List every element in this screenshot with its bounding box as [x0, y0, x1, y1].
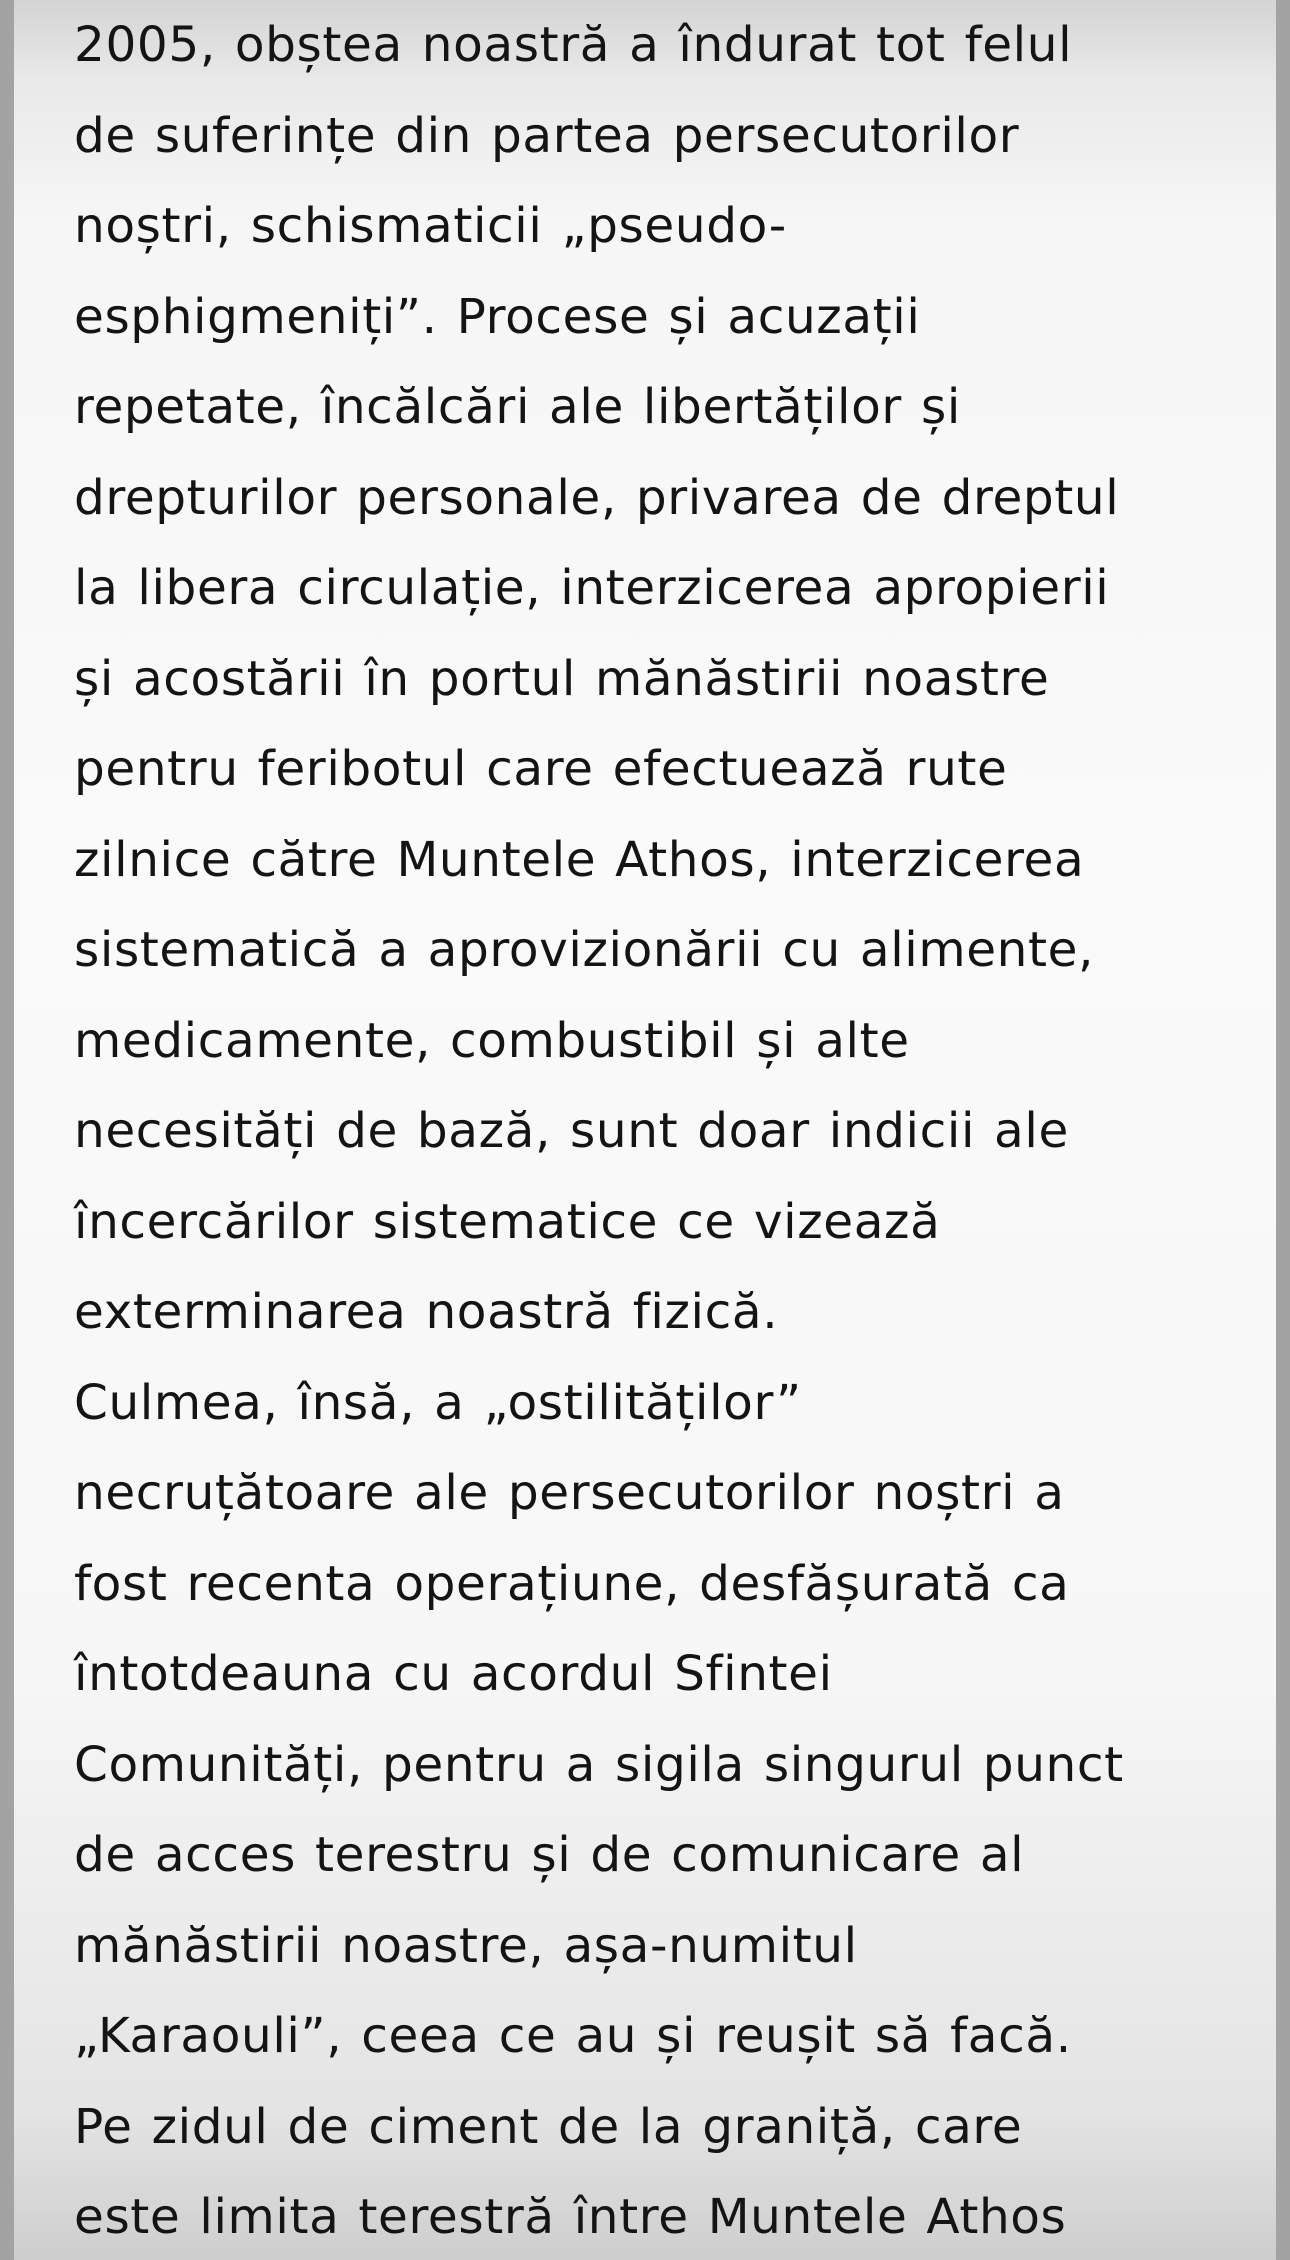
- text-line-18: fost recenta operațiune, desfășurată ca: [74, 1555, 1070, 1612]
- text-line-14: încercărilor sistematice ce vizează: [74, 1193, 941, 1250]
- text-line-22: mănăstirii noastre, așa-numitul: [74, 1917, 858, 1974]
- text-line-12: medicamente, combustibil și alte: [74, 1012, 910, 1069]
- text-line-25: este limita terestră între Muntele Athos: [74, 2189, 1067, 2245]
- text-line-10: zilnice către Muntele Athos, interzicerea: [74, 831, 1085, 888]
- text-line-3: noștri, schismaticii „pseudo-: [74, 198, 787, 254]
- text-line-11: sistematică a aprovizionării cu alimente,: [74, 922, 1095, 978]
- text-line-9: pentru feribotul care efectuează rute: [74, 741, 1008, 797]
- text-line-15: exterminarea noastră fizică.: [74, 1284, 779, 1340]
- text-line-4: esphigmeniți”. Procese și acuzații: [74, 288, 921, 345]
- text-line-8: și acostării în portul mănăstirii noastre: [74, 650, 1050, 707]
- text-line-24: Pe zidul de ciment de la graniță, care: [74, 2098, 1023, 2155]
- text-line-7: la libera circulație, interzicerea apropierii: [74, 560, 1110, 616]
- text-line-16: Culmea, însă, a „ostilităților”: [74, 1374, 802, 1431]
- text-line-20: Comunități, pentru a sigila singurul punct: [74, 1736, 1124, 1793]
- text-line-2: de suferințe din partea persecutorilor: [74, 107, 1020, 164]
- text-line-23: „Karaouli”, ceea ce au și reușit să facă.: [74, 2008, 1072, 2064]
- text-line-17: necruțătoare ale persecutorilor noștri a: [74, 1465, 1065, 1521]
- text-line-1: 2005, obștea noastră a îndurat tot felul: [74, 17, 1073, 73]
- text-line-6: drepturilor personale, privarea de dreptul: [74, 469, 1120, 526]
- text-line-21: de acces terestru și de comunicare al: [74, 1827, 1025, 1883]
- article-text: [74, 0, 1264, 2260]
- text-line-13: necesități de bază, sunt doar indicii ale: [74, 1103, 1069, 1159]
- document-page[interactable]: [14, 0, 1276, 2260]
- text-line-5: repetate, încălcări ale libertăților și: [74, 379, 961, 435]
- text-line-19: întotdeauna cu acordul Sfintei: [74, 1646, 833, 1702]
